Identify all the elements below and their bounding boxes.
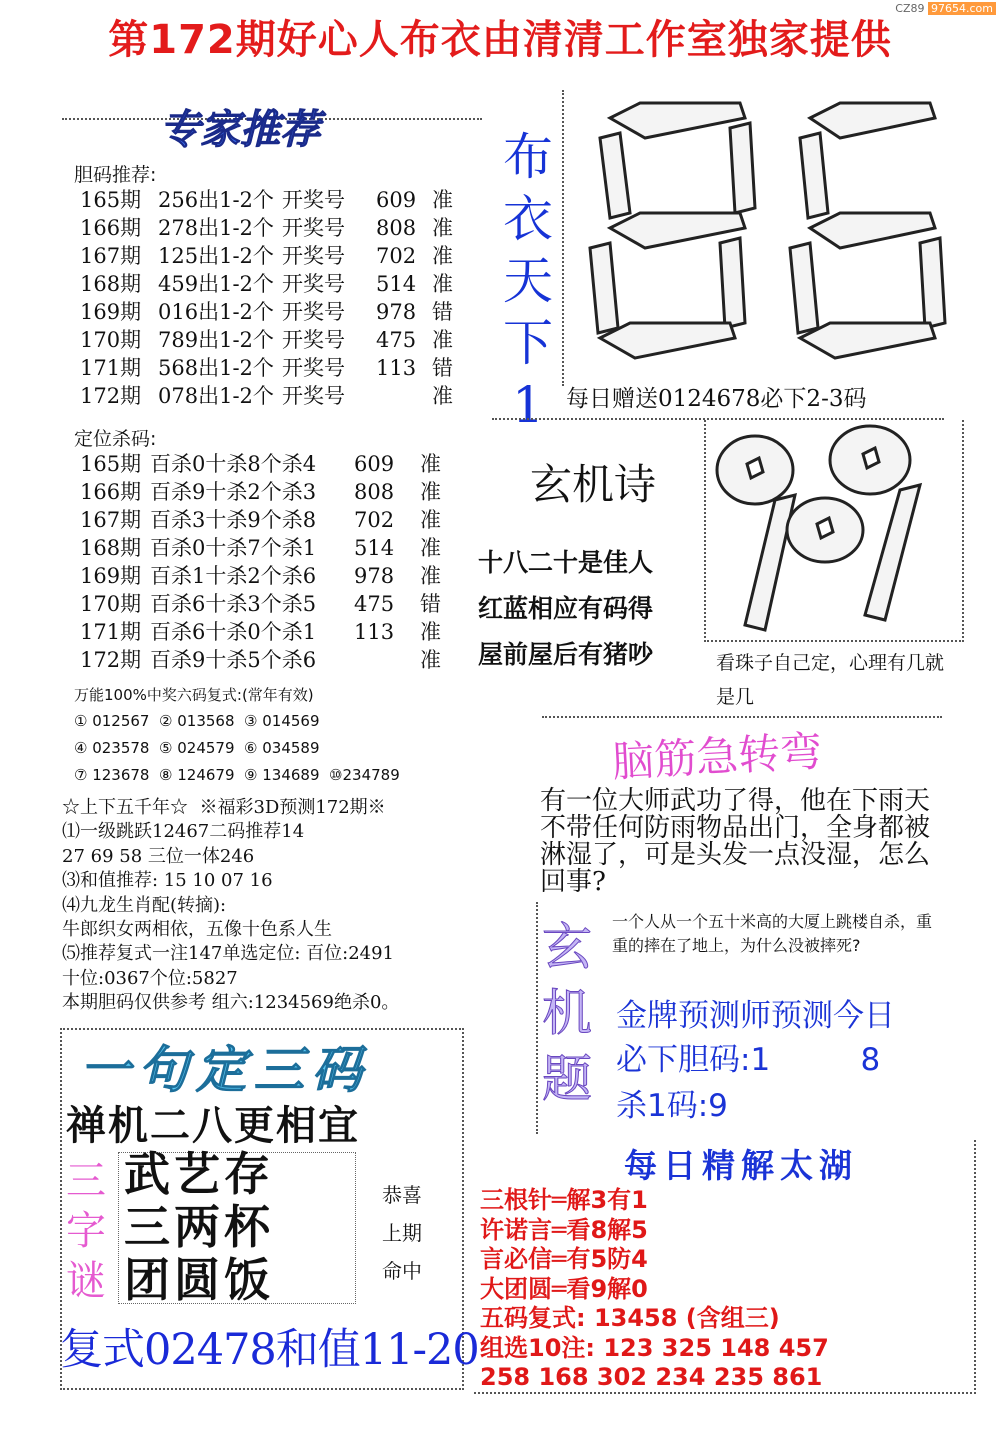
cell-result: 错 — [420, 592, 441, 616]
cell-issue: 172期 — [80, 648, 142, 672]
digits-86-art — [570, 78, 970, 378]
cell-pick: 125出1-2个 — [158, 244, 274, 268]
cell-label: 开奖号 — [282, 300, 345, 324]
cell-num: 113 — [354, 620, 395, 644]
page-title: 第172期好心人布衣由清清工作室独家提供 — [108, 17, 892, 63]
riddle: 团圆饭 — [124, 1253, 274, 1307]
cell-result: 准 — [432, 216, 453, 240]
cell-pick: 百杀6十杀0个杀1 — [150, 620, 317, 644]
table-row — [80, 562, 460, 590]
forecast-line: ⑸推荐复式一注147单选定位: 百位:2491 — [62, 943, 395, 965]
table-row — [80, 354, 472, 382]
xuanjiti-label: 玄机题 — [542, 918, 592, 1108]
cell-num: 475 — [354, 592, 395, 616]
cell-issue: 169期 — [80, 300, 142, 324]
congrats-line: 上期 — [382, 1221, 422, 1245]
dan-table — [80, 186, 472, 410]
cell-num: 702 — [376, 244, 417, 268]
cell-num — [354, 646, 420, 674]
taihu-line: 大团圆═看9解0 — [480, 1274, 648, 1303]
table-row — [80, 382, 472, 410]
riddle-label: 三字谜 — [66, 1158, 106, 1304]
cell-pick: 百杀3十杀9个杀8 — [150, 508, 317, 532]
cell-result: 准 — [432, 244, 453, 268]
cell-issue: 166期 — [80, 480, 142, 504]
taihu-line: 许诺言═看8解5 — [480, 1215, 648, 1244]
gold-dan — [616, 1034, 880, 1079]
cell-result: 错 — [432, 300, 453, 324]
cell-label: 开奖号 — [282, 328, 345, 352]
cell-pick: 278出1-2个 — [158, 216, 274, 240]
forecast-line: 十位:0367个位:5827 — [62, 967, 238, 989]
taihu-line: 言必信═有5防4 — [480, 1245, 648, 1273]
cell-num: 978 — [354, 564, 395, 588]
cell-issue: 170期 — [80, 328, 142, 352]
cell-result: 准 — [420, 620, 441, 644]
cell-pick: 百杀9十杀2个杀3 — [150, 480, 317, 504]
poem-line: 屋前屋后有猪吵 — [478, 640, 654, 669]
table-row — [80, 242, 472, 270]
forecast-line: ⑶和值推荐: 15 10 07 16 — [62, 870, 273, 892]
table-row — [80, 186, 472, 214]
congrats — [382, 1176, 422, 1290]
taihu-line: 五码复式: 13458 (含组三) — [480, 1304, 780, 1332]
cell-pick: 016出1-2个 — [158, 300, 274, 324]
cell-issue: 170期 — [80, 592, 142, 616]
poem-note: 看珠子自己定，心理有几就是几 — [716, 652, 945, 708]
six-row: ⑦ 123678 ⑧ 124679 ⑨ 134689 ⑩234789 — [74, 766, 400, 784]
gold-title: 金牌预测师预测今日 — [616, 998, 895, 1034]
forecast-line: ⑷九龙生肖配(转摘): — [62, 894, 227, 916]
poem-title: 玄机诗 — [530, 460, 657, 509]
cell-num: 113 — [376, 356, 417, 380]
buyi-daily: 每日赠送0124678必下2-3码 — [566, 386, 867, 412]
dan-label: 胆码推荐: — [74, 164, 157, 186]
poem-lines — [478, 540, 653, 678]
cell-num: 609 — [376, 188, 417, 212]
cell-label: 开奖号 — [282, 244, 345, 268]
taihu-line: 组选10注: 123 325 148 457 — [480, 1333, 829, 1362]
cell-label: 开奖号 — [282, 188, 345, 212]
poem-line: 十八二十是佳人 — [478, 548, 654, 577]
cell-issue: 171期 — [80, 356, 142, 380]
forecast-line: ⑴一级跳跃12467二码推荐14 — [62, 821, 305, 843]
cell-issue: 167期 — [80, 244, 142, 268]
art-99-frame — [704, 420, 964, 642]
art-divider — [562, 90, 564, 386]
forecast-line: 本期胆码仅供参考 组六:1234569绝杀0。 — [62, 992, 400, 1014]
taihu-line: 三根针═解3有1 — [480, 1186, 648, 1214]
riddle: 武艺存 — [124, 1147, 274, 1201]
watermark — [895, 2, 996, 15]
table-row — [80, 534, 460, 562]
cell-num: 702 — [354, 508, 395, 532]
cell-issue: 165期 — [80, 188, 142, 212]
table-row — [80, 298, 472, 326]
table-row — [80, 646, 460, 674]
six-list — [74, 708, 400, 789]
table-row — [80, 326, 472, 354]
table-row — [80, 450, 460, 478]
cell-issue: 171期 — [80, 620, 142, 644]
gold-kill — [616, 1080, 728, 1125]
cell-pick: 百杀0十杀8个杀4 — [150, 452, 317, 476]
cell-issue: 172期 — [80, 384, 142, 408]
six-row: ④ 023578 ⑤ 024579 ⑥ 034589 — [74, 739, 320, 757]
cell-pick: 百杀6十杀3个杀5 — [150, 592, 317, 616]
watermark-site: 97654.com — [928, 2, 996, 15]
table-row — [80, 506, 460, 534]
table-row — [80, 618, 460, 646]
gold-dan-label: 必下胆码: — [616, 1042, 751, 1078]
cell-pick: 百杀9十杀5个杀6 — [150, 648, 317, 672]
gold-dan-b: 8 — [860, 1042, 881, 1078]
watermark-code: CZ89 — [895, 2, 925, 15]
fushi-text: 复式02478和值11-20 — [60, 1325, 479, 1375]
table-row — [80, 478, 460, 506]
cell-issue: 168期 — [80, 272, 142, 296]
cell-num: 514 — [376, 272, 417, 296]
forecast-line: 27 69 58 三位一体246 — [62, 845, 255, 867]
forecast-block — [62, 796, 399, 1016]
taihu-line: 258 168 302 234 235 861 — [480, 1363, 823, 1391]
gold-dan-a: 1 — [750, 1042, 771, 1078]
cell-result: 准 — [432, 384, 453, 408]
cell-issue: 168期 — [80, 536, 142, 560]
cell-result: 准 — [420, 452, 441, 476]
cell-result: 准 — [432, 272, 453, 296]
six-row: ① 012567 ② 013568 ③ 014569 — [74, 712, 320, 730]
cell-pick: 459出1-2个 — [158, 272, 274, 296]
taihu-lines — [480, 1186, 829, 1393]
gold-kill-val: 9 — [708, 1088, 728, 1124]
cell-num: 609 — [354, 452, 395, 476]
cell-result: 准 — [420, 480, 441, 504]
cell-pick: 百杀0十杀7个杀1 — [150, 536, 317, 560]
kill-label: 定位杀码: — [74, 428, 157, 450]
cell-issue: 169期 — [80, 564, 142, 588]
forecast-line: 牛郎织女两相依，五像十色系人生 — [62, 919, 332, 941]
riddle: 三两杯 — [124, 1200, 274, 1254]
yiju-banner: 一句定三码 — [80, 1041, 370, 1099]
cell-label: 开奖号 — [282, 216, 345, 240]
cell-result: 准 — [420, 648, 441, 672]
congrats-line: 命中 — [382, 1259, 422, 1283]
xuanjiti-text: 一个人从一个五十米高的大厦上跳楼自杀，重重的摔在了地上，为什么没被摔死? — [612, 912, 933, 955]
brain-banner: 脑筋急转弯 — [610, 726, 824, 787]
buyi-vertical: 布衣天下1 — [503, 128, 553, 434]
brain-text: 有一位大师武功了得，他在下雨天不带任何防雨物品出门，全身都被淋湿了，可是头发一点没湿，怎么回事? — [540, 786, 931, 897]
riddle-list — [124, 1148, 274, 1307]
cell-result: 准 — [432, 188, 453, 212]
cell-issue: 166期 — [80, 216, 142, 240]
cell-pick: 568出1-2个 — [158, 356, 274, 380]
cell-num: 978 — [376, 300, 417, 324]
congrats-line: 恭喜 — [382, 1183, 422, 1207]
kill-table — [80, 450, 460, 674]
yiju-verse: 禅机二八更相宜 — [66, 1103, 360, 1149]
expert-banner: 专家推荐 — [160, 107, 320, 153]
poem-line: 红蓝相应有码得 — [478, 594, 654, 623]
forecast-line: ☆上下五千年☆ ※福彩3D预测172期※ — [62, 797, 386, 818]
taihu-banner: 每日精解太湖 — [624, 1146, 858, 1185]
cell-num: 808 — [354, 480, 395, 504]
cell-pick: 256出1-2个 — [158, 188, 274, 212]
cell-num: 475 — [376, 328, 417, 352]
cell-label: 开奖号 — [282, 356, 345, 380]
cell-result: 准 — [420, 508, 441, 532]
cell-pick: 789出1-2个 — [158, 328, 274, 352]
table-row — [80, 214, 472, 242]
cell-issue: 165期 — [80, 452, 142, 476]
cell-num — [376, 382, 432, 410]
six-label: 万能100%中奖六码复式:(常年有效) — [74, 686, 314, 704]
cell-pick: 078出1-2个 — [158, 384, 274, 408]
cell-num: 808 — [376, 216, 417, 240]
cell-num: 514 — [354, 536, 395, 560]
cell-result: 准 — [432, 328, 453, 352]
brain-line — [542, 716, 942, 718]
cell-result: 准 — [420, 536, 441, 560]
gold-kill-label: 杀1码: — [616, 1088, 709, 1124]
cell-label: 开奖号 — [282, 384, 345, 408]
cell-result: 错 — [432, 356, 453, 380]
table-row — [80, 590, 460, 618]
cell-issue: 167期 — [80, 508, 142, 532]
cell-result: 准 — [420, 564, 441, 588]
cell-pick: 百杀1十杀2个杀6 — [150, 564, 317, 588]
table-row — [80, 270, 472, 298]
cell-label: 开奖号 — [282, 272, 345, 296]
